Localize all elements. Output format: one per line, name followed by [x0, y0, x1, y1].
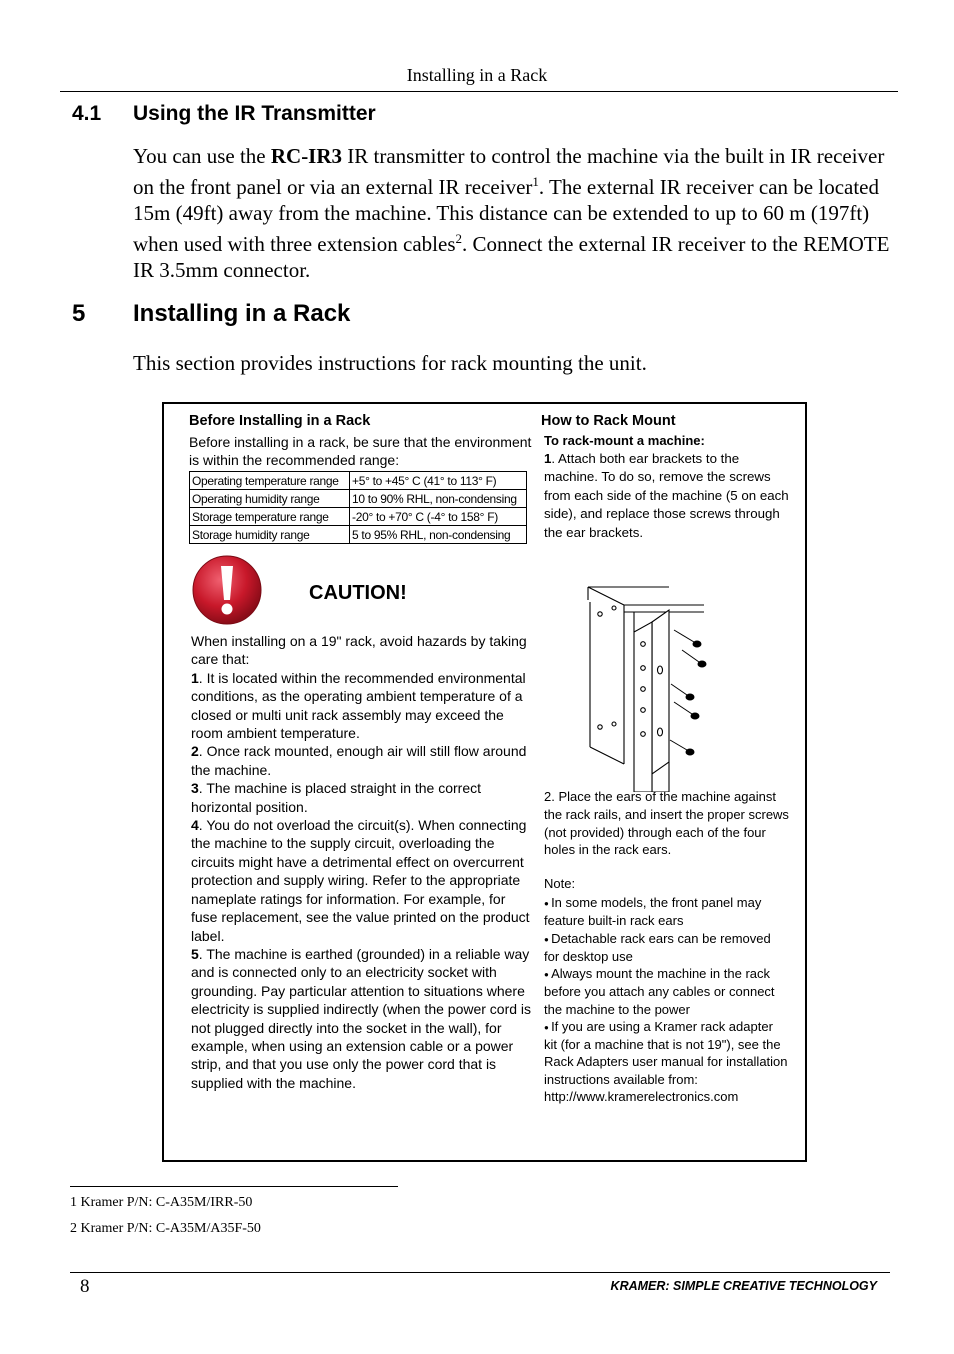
note-item: [544, 1018, 789, 1105]
text-run: . Connect the external IR receiver to the REMOTE IR 3.5mm connector.: [133, 232, 890, 282]
step-number: 1: [544, 451, 552, 466]
note-label: Note:: [544, 876, 576, 891]
hazard-intro: When installing on a 19" rack, avoid hazards by taking care that:: [191, 633, 527, 668]
section-title: Installing in a Rack: [133, 300, 351, 327]
hazard-number: 1: [191, 669, 199, 686]
section-title: Using the IR Transmitter: [133, 102, 376, 125]
note-item: [544, 965, 789, 1018]
hazard-number: 2: [191, 743, 199, 760]
hazard-list: [191, 632, 533, 1092]
footnote-ref[interactable]: 2: [455, 231, 462, 246]
hazard-number: 4: [191, 817, 199, 834]
section-number: 4.1: [72, 102, 102, 125]
hazard-item: [191, 669, 533, 743]
note-item: [544, 930, 789, 966]
footnote: 1 Kramer P/N: C-A35M/IRR-50: [70, 1195, 253, 1210]
text-run: You can use the: [133, 144, 271, 168]
note-text: Always mount the machine in the rack before you attach any cables or connect the machine to the power: [544, 966, 775, 1017]
caution-icon: [191, 554, 263, 626]
env-param: Operating humidity range: [190, 490, 350, 508]
caution-label: CAUTION!: [309, 582, 407, 604]
page-number: 8: [80, 1276, 90, 1297]
env-value: 5 to 95% RHL, non-condensing: [350, 526, 527, 544]
rack-mount-subheading: To rack-mount a machine:: [544, 433, 705, 448]
hazard-item: [191, 742, 533, 779]
env-table-row: [190, 508, 527, 526]
note-text: In some models, the front panel may feature built-in rack ears: [544, 895, 762, 929]
section-paragraph: [133, 143, 893, 283]
env-param: Storage humidity range: [190, 526, 350, 544]
hazard-item: [191, 945, 533, 1092]
hazard-item: [191, 779, 533, 816]
before-installing-intro: Before installing in a rack, be sure that the environment is within the recommended range:: [189, 434, 532, 469]
note-item: [544, 894, 789, 930]
env-param: Storage temperature range: [190, 508, 350, 526]
note-text: Detachable rack ears can be removed for desktop use: [544, 930, 771, 964]
running-header: Installing in a Rack: [406, 65, 548, 85]
env-param: Operating temperature range: [190, 472, 350, 490]
rack-mount-instructions-box: [162, 402, 807, 1162]
hazard-text: . Once rack mounted, enough air will still flow around the machine.: [191, 743, 527, 778]
header-rule: [60, 91, 898, 92]
footnote-ref[interactable]: 1: [532, 174, 539, 189]
footer-rule: [70, 1272, 890, 1273]
footer-tagline: KRAMER: SIMPLE CREATIVE TECHNOLOGY: [610, 1279, 877, 1293]
product-name: RC-IR3: [270, 144, 343, 168]
section-number: 5: [72, 300, 86, 327]
hazard-item: [191, 816, 533, 945]
env-value: +5° to +45° C (41° to 113° F): [350, 472, 527, 490]
hazard-text: . You do not overload the circuit(s). When connecting the machine to the supply circuit, overloading the circuits might have a detrimental effect on overcurrent protection and supply wiring. Refer to the appropriate nameplate ratings for information. For example, for fuse replacement, see the value printed on the product label.: [191, 817, 530, 944]
note-text: If you are using a Kramer rack adapter kit (for a machine that is not 19"), see the Rack Adapters user manual for installation instructions available from: http://www.kramerelectronics.com: [544, 1018, 788, 1104]
bullet-icon: ●: [544, 969, 552, 979]
section-intro: This section provides instructions for rack mounting the unit.: [133, 351, 647, 375]
rack-ear-illustration: [574, 582, 744, 792]
step-text: . Attach both ear brackets to the machine. To do so, remove the screws from each side of the machine (5 on each side), and replace those screws through the ear brackets.: [544, 451, 789, 540]
environment-table: [189, 471, 527, 544]
hazard-number: 5: [191, 945, 199, 962]
bullet-icon: ●: [544, 934, 552, 944]
hazard-text: . The machine is earthed (grounded) in a reliable way and is connected only to an electricity socket with grounding. Pay particular attention to situations where electricity is supplied indirectly (when the power cord is not plugged directly into the socket in the wall), for example, when using an extension cable or a power strip, and that you use only the power cord that is supplied with the machine.: [191, 945, 532, 1091]
env-value: 10 to 90% RHL, non-condensing: [350, 490, 527, 508]
bullet-icon: ●: [544, 898, 552, 908]
hazard-text: . It is located within the recommended environmental conditions, as the operating ambient temperature of a closed or multi unit rack assembly may exceed the room ambient temperature.: [191, 669, 526, 742]
bullet-icon: ●: [544, 1022, 552, 1032]
env-table-row: [190, 472, 527, 490]
rack-step-1: [544, 450, 789, 542]
before-installing-heading: Before Installing in a Rack: [189, 413, 371, 429]
env-value: -20° to +70° C (-4° to 158° F): [350, 508, 527, 526]
how-to-rack-mount-heading: How to Rack Mount: [541, 413, 676, 429]
notes-list: [544, 894, 789, 1105]
text-run: . The external IR receiver can be located 15m (49ft) away from the machine. This distance can be extended to up to 60 m (197ft) when used with three extension cables: [133, 175, 879, 256]
rack-step-2: 2. Place the ears of the machine against the rack rails, and insert the proper screws (not provided) through each of the four holes in the rack ears.: [544, 789, 789, 858]
hazard-number: 3: [191, 780, 199, 797]
hazard-text: . The machine is placed straight in the correct horizontal position.: [191, 780, 482, 815]
footnote-rule: [70, 1186, 398, 1187]
env-table-row: [190, 490, 527, 508]
footnote: 2 Kramer P/N: C-A35M/A35F-50: [70, 1221, 261, 1236]
text-run: IR transmitter to control the machine via the built in IR receiver on the front panel or via an external IR receiver: [133, 144, 885, 199]
env-table-row: [190, 526, 527, 544]
